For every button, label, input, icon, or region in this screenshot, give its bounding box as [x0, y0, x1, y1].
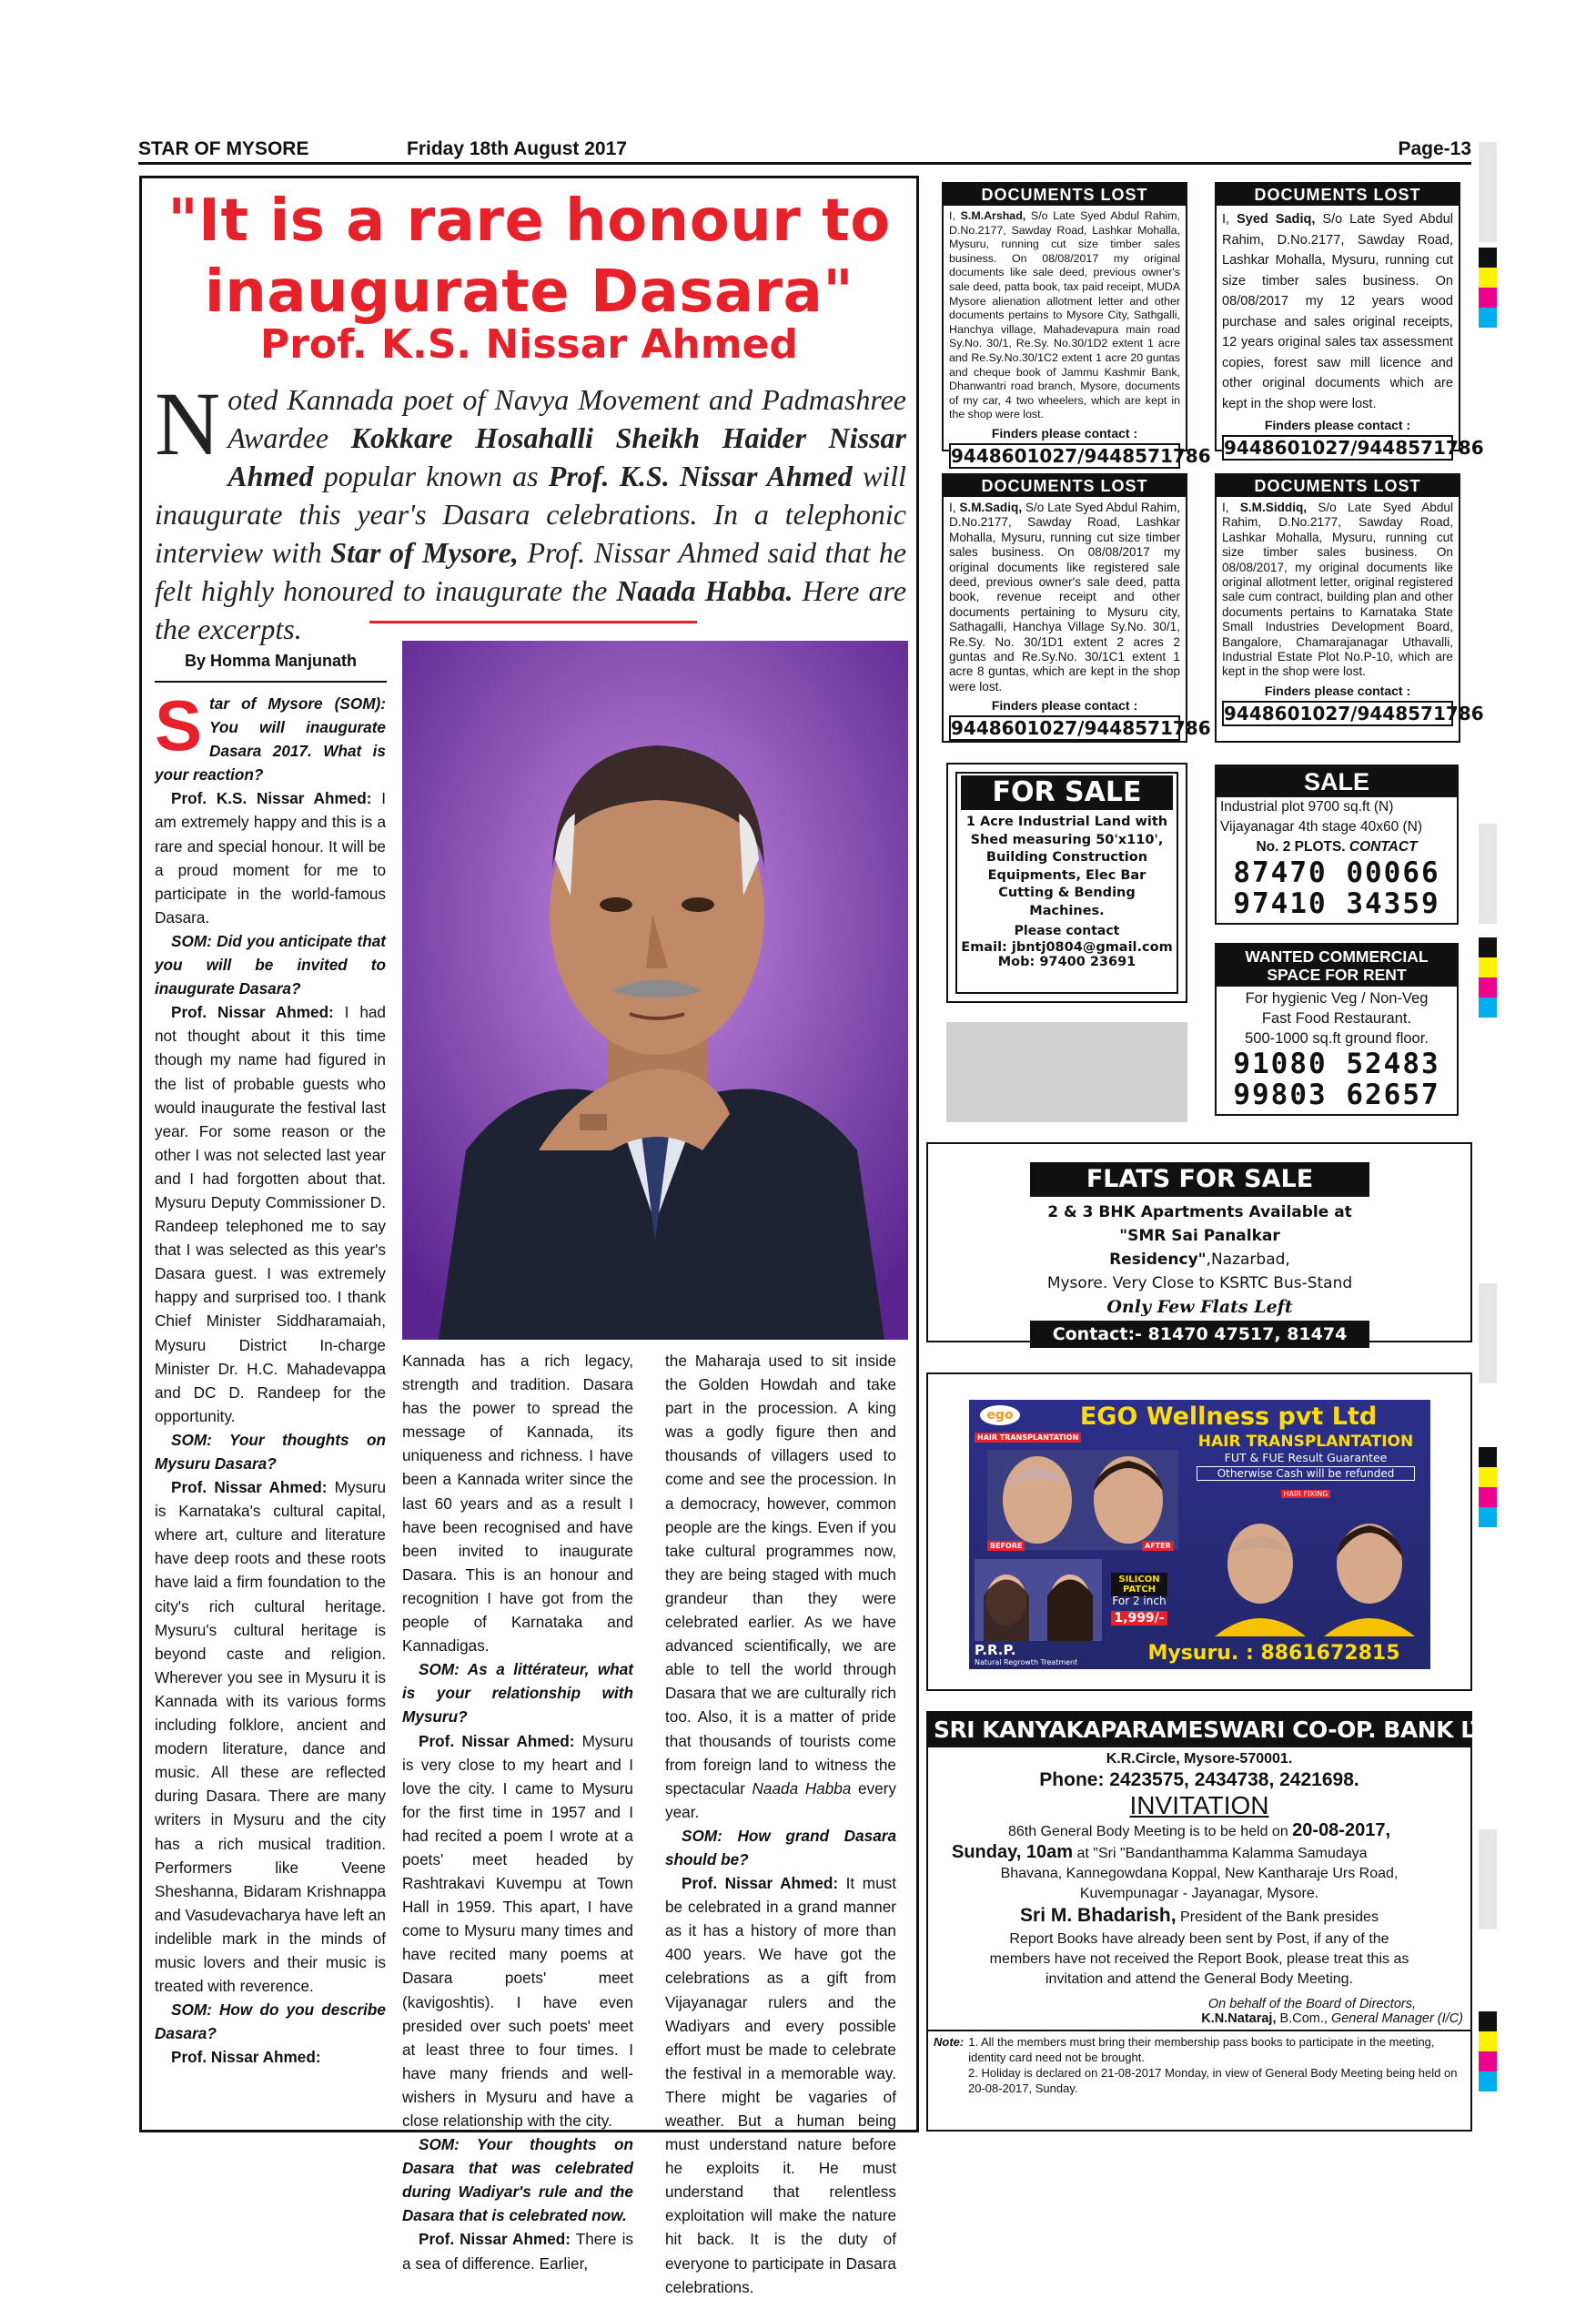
- for-sale-contact: Please contact: [1014, 924, 1120, 938]
- bank-name: SRI KANYAKAPARAMESWARI CO-OP. BANK LTD.,: [928, 1713, 1470, 1747]
- contact-phone: 9448601027/9448571786: [951, 444, 1211, 467]
- invite-line-6: Report Books have already been sent by Post, if any of the: [1009, 1931, 1389, 1947]
- invite-line-4: Kuvempunagar - Jayanagar, Mysore.: [1079, 1886, 1319, 1901]
- interview-article: [139, 176, 919, 2296]
- wanted-line-3: 500-1000 sq.ft ground floor.: [1245, 1030, 1429, 1047]
- ad-title: DOCUMENTS LOST: [1217, 184, 1459, 206]
- finders-label: Finders please contact :: [1264, 683, 1411, 698]
- intro-drop-cap: N: [155, 373, 221, 474]
- ego-phone: Mysuru. : 8861672815: [1147, 1642, 1400, 1665]
- finders-label: Finders please contact :: [1264, 418, 1411, 432]
- wanted-line-2: Fast Food Restaurant.: [1261, 1010, 1412, 1027]
- documents-lost-ad-1: [942, 182, 1211, 467]
- gm-signature: K.N.Nataraj, B.Com., General Manager (I/C): [1201, 2011, 1463, 2026]
- ego-logo: ego: [980, 1405, 1020, 1425]
- sale-phone-1: 87470 00066: [1233, 856, 1440, 889]
- note-1: 1. All the members must bring their membership pass books to participate in the meeting, identity card need not be brought.: [968, 2035, 1435, 2064]
- ad-body: I, S.M.Siddiq, S/o Late Syed Abdul Rahim, D.No.2177, Sawday Road, Lashkar Mohalla, Mysuru, running cut size timber sales business. On 08/08/2017, my original documents like original allotment letter, original registered sale cum contract, building plan and other documents pertains to Karnataka State Small Industries Development Board, Bangalore, Chamarajanagar Uthavalli, Industrial Estate Plot No.P-10, which are kept in the shop were lost.: [1222, 501, 1453, 679]
- bank-address: K.R.Circle, Mysore-570001.: [1106, 1751, 1293, 1767]
- men-before-after: [1206, 1509, 1424, 1636]
- sale-line-1: Industrial plot 9700 sq.ft (N): [1220, 799, 1394, 815]
- wanted-phone-2: 99803 62657: [1233, 1079, 1440, 1111]
- ego-prp: P.R.P.: [975, 1642, 1016, 1658]
- for-sale-mobile: Mob: 97400 23691: [997, 955, 1136, 969]
- flats-line-2: "SMR Sai Panalkar Residency",Nazarbad,: [1109, 1227, 1290, 1269]
- ego-left-tag: HAIR TRANSPLANTATION: [975, 1433, 1081, 1443]
- ego-before-label: BEFORE: [987, 1541, 1025, 1551]
- invite-line-7: members have not received the Report Book, please treat this as: [989, 1951, 1409, 1967]
- flats-line-4: Only Few Flats Left: [1106, 1297, 1293, 1317]
- invite-line-8: invitation and attend the General Body Meeting.: [1045, 1971, 1353, 1987]
- wanted-rent-ad: [1215, 943, 1459, 1116]
- ad-body: I, S.M.Sadiq, S/o Late Syed Abdul Rahim, D.No.2177, Sawday Road, Lashkar Mohalla, Mysuru, running cut size timber sales business. On 08/08/2017 my original documents like registered sale deed, previous owner's sale deed, patta book, revenue receipt and other documents pertaining to Mysuru city, Sathagalli, Hanchya Village Sy.No. 30/1, Re.Sy. No. 30/1D1 extent 2 acres 2 guntas and Re.Sy.No. 30/1C1 extent 1 acre 8 guntas, which are kept in the shop were lost.: [949, 501, 1180, 694]
- for-sale-ad: [946, 763, 1187, 1003]
- ad-title: DOCUMENTS LOST: [944, 184, 1186, 206]
- ego-silicon: SILICON PATCH: [1111, 1573, 1167, 1596]
- for-sale-email: Email: jbntj0804@gmail.com: [961, 940, 1173, 955]
- article-column-1: Star of Mysore (SOM): You will inaugurate Dasara 2017. What is your reaction? Prof. K.S. Nissar Ahmed: I am extremely happy and this is a rare and special honour. It will be a proud moment for me to participate in the world-famous Dasara. SOM: Did you anticipate that you will be invited to inaugurate Dasara? Prof. Nissar Ahmed: I had not thought about it this time though my name had figured in the list of probable guests who would inaugurate the festival last year. For some reason or the other I was not selected last year and I had forgotten about that. Mysuru Deputy Commissioner D. Randeep telephoned me to say that I was selected as this year's Dasara guest. I was extremely happy and surprised too. I thank Chief Minister Siddharamaiah, Mysuru District In-charge Minister Dr. H.C. Mahadevappa and DC D. Randeep for the opportunity. SOM: Your thoughts on Mysuru Dasara? Prof. Nissar Ahmed: Mysuru is Karnataka's cultural capital, where art, culture and literature have deep roots and these roots have laid a firm foundation to the city's rich cultural heritage. Mysuru's cultural heritage is beyond caste and religion. Wherever you see in Mysuru it is Kannada with its various forms including folklore, ancient and modern literature, dance and music. All these are reflected during Dasara. There are many writers in Mysuru and the city has a rich musical tradition. Performers like Veene Sheshanna, Bidaram Krishnappa and Vasudevacharya have left an indelible mark in the minds of music lovers and their music is treated with reverence. SOM: How do you describe Dasara? Prof. Nissar Ahmed:: [155, 685, 387, 2067]
- ad-title: DOCUMENTS LOST: [944, 475, 1186, 497]
- ego-after-label: AFTER: [1142, 1541, 1174, 1551]
- headline-line-2: inaugurate Dasara": [204, 258, 854, 326]
- bank-invitation-ad: [926, 1711, 1521, 2132]
- sale-line-2: Vijayanagar 4th stage 40x60 (N): [1220, 819, 1423, 835]
- board-behalf: On behalf of the Board of Directors,: [1207, 1997, 1416, 2011]
- flats-contact: Contact:- 81470 47517, 81474 81942: [1030, 1321, 1369, 1348]
- ego-price: 1,999/-: [1111, 1611, 1167, 1626]
- masthead-rule: [138, 162, 1471, 165]
- for-sale-title: FOR SALE: [961, 775, 1173, 810]
- byline: By Homma Manjunath: [184, 652, 358, 670]
- flats-title: FLATS FOR SALE: [1030, 1162, 1369, 1197]
- subhead: Prof. K.S. Nissar Ahmed: [259, 321, 799, 368]
- ad-body: I, S.M.Arshad, S/o Late Syed Abdul Rahim, D.No.2177, Sawday Road, Lashkar Mohalla, Mysuru, running cut size timber sales business. On 08/08/2017 my original documents like sale deed, previous owner's sale deed, patta book, tax paid receipt, MUDA Mysore alienation allotment letter and other documents pertains to Mysore City, Sathgalli, Hanchya village, Mahadevapura main road Sy.No. 30/1, Re.Sy. No.30/1D2 extent 1 acre and Re.Sy.No.30/1C2 extent 1 acre 20 guntas and cheque book of Jammu Kashmir Bank, Dhanwantri road branch, Mysore, documents of my car, 4 two wheelers, which are kept in the shop were lost.: [949, 209, 1181, 421]
- masthead: [138, 137, 1471, 164]
- finders-label: Finders please contact :: [991, 698, 1138, 714]
- ego-prp-sub: Natural Regrowth Treatment: [975, 1658, 1078, 1666]
- intro-divider: [369, 621, 697, 623]
- note-2: 2. Holiday is declared on 21-08-2017 Monday, in view of General Body Meeting being held on 20-08-2017, Sunday.: [968, 2066, 1458, 2095]
- wanted-line-1: For hygienic Veg / Non-Veg: [1245, 990, 1429, 1007]
- paper-name: STAR OF MYSORE: [138, 138, 309, 159]
- page-number: Page-13: [1398, 138, 1471, 159]
- contact-phone: 9448601027/9448571786: [951, 717, 1211, 740]
- ego-title: EGO Wellness pvt Ltd: [1079, 1403, 1378, 1431]
- column-drop-cap: S: [155, 685, 203, 765]
- headline-line-1: "It is a rare honour to: [167, 187, 891, 255]
- invitation-heading: INVITATION: [1129, 1791, 1269, 1819]
- documents-lost-ad-3: [942, 473, 1211, 743]
- wanted-title: WANTED COMMERCIAL SPACE FOR RENT: [1217, 945, 1457, 987]
- for-sale-body: 1 Acre Industrial Land with Shed measuring 50'x110', Building Construction Equipments, Elec Bar Cutting & Bending Machines.: [965, 815, 1168, 918]
- headline: [142, 186, 916, 328]
- plot-sale-ad: [1215, 765, 1459, 925]
- ego-cash: Otherwise Cash will be refunded: [1197, 1466, 1415, 1481]
- finders-label: Finders please contact :: [991, 425, 1138, 441]
- ego-hair-fixing: HAIR FIXING: [1281, 1490, 1331, 1498]
- women-before-after: [975, 1559, 1102, 1641]
- flats-line-1: 2 & 3 BHK Apartments Available at: [1047, 1203, 1352, 1221]
- flats-line-3: Mysore. Very Close to KSRTC Bus-Stand: [1046, 1274, 1353, 1292]
- sale-title: SALE: [1217, 766, 1457, 797]
- intro-paragraph: Noted Kannada poet of Navya Movement and Padmashree Awardee Kokkare Hosahalli Sheikh Haider Nissar Ahmed popular known as Prof. K.S. Nissar Ahmed will inaugurate this year's Dasara celebrations. In a telephonic interview with Star of Mysore, Prof. Nissar Ahmed said that he felt highly honoured to inaugurate the Naada Habba. Here are the excerpts.: [155, 373, 907, 645]
- before-after-heads: [987, 1450, 1178, 1550]
- ego-wellness-ad: [926, 1372, 1472, 1691]
- portrait-photo: [402, 641, 908, 1340]
- flats-for-sale-ad: [926, 1142, 1472, 1372]
- invite-line-3: Bhavana, Kannegowdana Koppal, New Kantharaje Urs Road,: [1000, 1866, 1399, 1881]
- bank-phone: Phone: 2423575, 2434738, 2421698.: [1039, 1769, 1359, 1790]
- documents-lost-ad-2: [1215, 182, 1484, 459]
- portrait-illustration: [402, 641, 908, 1340]
- contact-phone: 9448601027/9448571786: [1224, 437, 1484, 459]
- bank-notes: [928, 2030, 1470, 2096]
- contact-phone: 9448601027/9448571786: [1224, 702, 1484, 724]
- ad-body: I, Syed Sadiq, S/o Late Syed Abdul Rahim, D.No.2177, Sawday Road, Lashkar Mohalla, Mysuru, running cut size timber sales business. On 08/08/2017 my 12 years wood purchase and sales original receipts, 12 years original sales tax assessment copies, forest saw mill licence and other original documents which are kept in the shop were lost.: [1222, 212, 1453, 411]
- documents-lost-ad-4: [1215, 473, 1484, 743]
- sale-phone-2: 97410 34359: [1233, 887, 1440, 920]
- ad-title: DOCUMENTS LOST: [1217, 475, 1459, 497]
- ego-for2: For 2 inch: [1112, 1595, 1167, 1607]
- byline-rule: [155, 681, 387, 683]
- wanted-phone-1: 91080 52483: [1233, 1048, 1440, 1080]
- ego-fut: FUT & FUE Result Guarantee: [1224, 1451, 1388, 1464]
- note-label: Note:: [934, 2035, 965, 2049]
- article-column-2: Kannada has a rich legacy, strength and tradition. Dasara has the power to spread the message of Kannada, its uniqueness and richness. I have been a Kannada writer since the last 60 years and as a result I have been recognised and have been invited to inaugurate Dasara. This is an honour and recognition I have got from the people of Karnataka and Kannadigas. SOM: As a littérateur, what is your relationship with Mysuru? Prof. Nissar Ahmed: Mysuru is very close to my heart and I love the city. I came to Mysuru for the first time in 1957 and I had recited a poem I wrote at a poets' meet headed by Rashtrakavi Kuvempu at Town Hall in 1959. This apart, I have come to Mysuru many times and have recited many poems at Dasara poets' meet (kavigoshtis). I have even presided over such poets' meet at least three to four times. I have many friends and well-wishers in Mysuru and have a close relationship with the city. SOM: Your thoughts on Dasara that was celebrated during Wadiyar's rule and the Dasara that is celebrated now. Prof. Nissar Ahmed: There is a sea of difference. Earlier,: [402, 1352, 634, 2273]
- blank-ad-space: [946, 1022, 1187, 1122]
- invite-line-1: 86th General Body Meeting is to be held on 20-08-2017,: [1007, 1820, 1391, 1840]
- article-column-3: the Maharaja used to sit inside the Golden Howdah and take part in the procession. A king was a godly figure then and thousands of villagers used to come and see the procession. In a democracy, however, common people are the kings. Even if you take cultural programmes now, they are being staged with much grandeur than they were celebrated earlier. As we have advanced scientifically, we are able to tell the world through Dasara that we are culturally rich too. Also, it is a matter of pride that thousands of tourists come from foreign land to witness the spectacular Naada Habba every year. SOM: How grand Dasara should be? Prof. Nissar Ahmed: It must be celebrated in a grand manner as it has a history of more than 400 years. We have got the celebrations as a gift from Vijayanagar rulers and the Wadiyars and every possible effort must be made to celebrate the festival in a memorable way. There might be vagaries of weather. But a human being must understand nature before he exploits it. He must understand that relentless exploitation will make the nature hit back. It is the duty of everyone to participate in Dasara celebrations.: [665, 1352, 896, 2296]
- invite-line-2: Sunday, 10am at "Sri "Bandanthamma Kalamma Samudaya: [952, 1842, 1368, 1862]
- invite-line-5: Sri M. Bhadarish, President of the Bank presides: [1020, 1905, 1379, 1926]
- sale-line-3: No. 2 PLOTS. CONTACT: [1256, 839, 1418, 855]
- ego-hair-tag: HAIR TRANSPLANTATION: [1197, 1433, 1414, 1451]
- issue-date: Friday 18th August 2017: [407, 138, 627, 159]
